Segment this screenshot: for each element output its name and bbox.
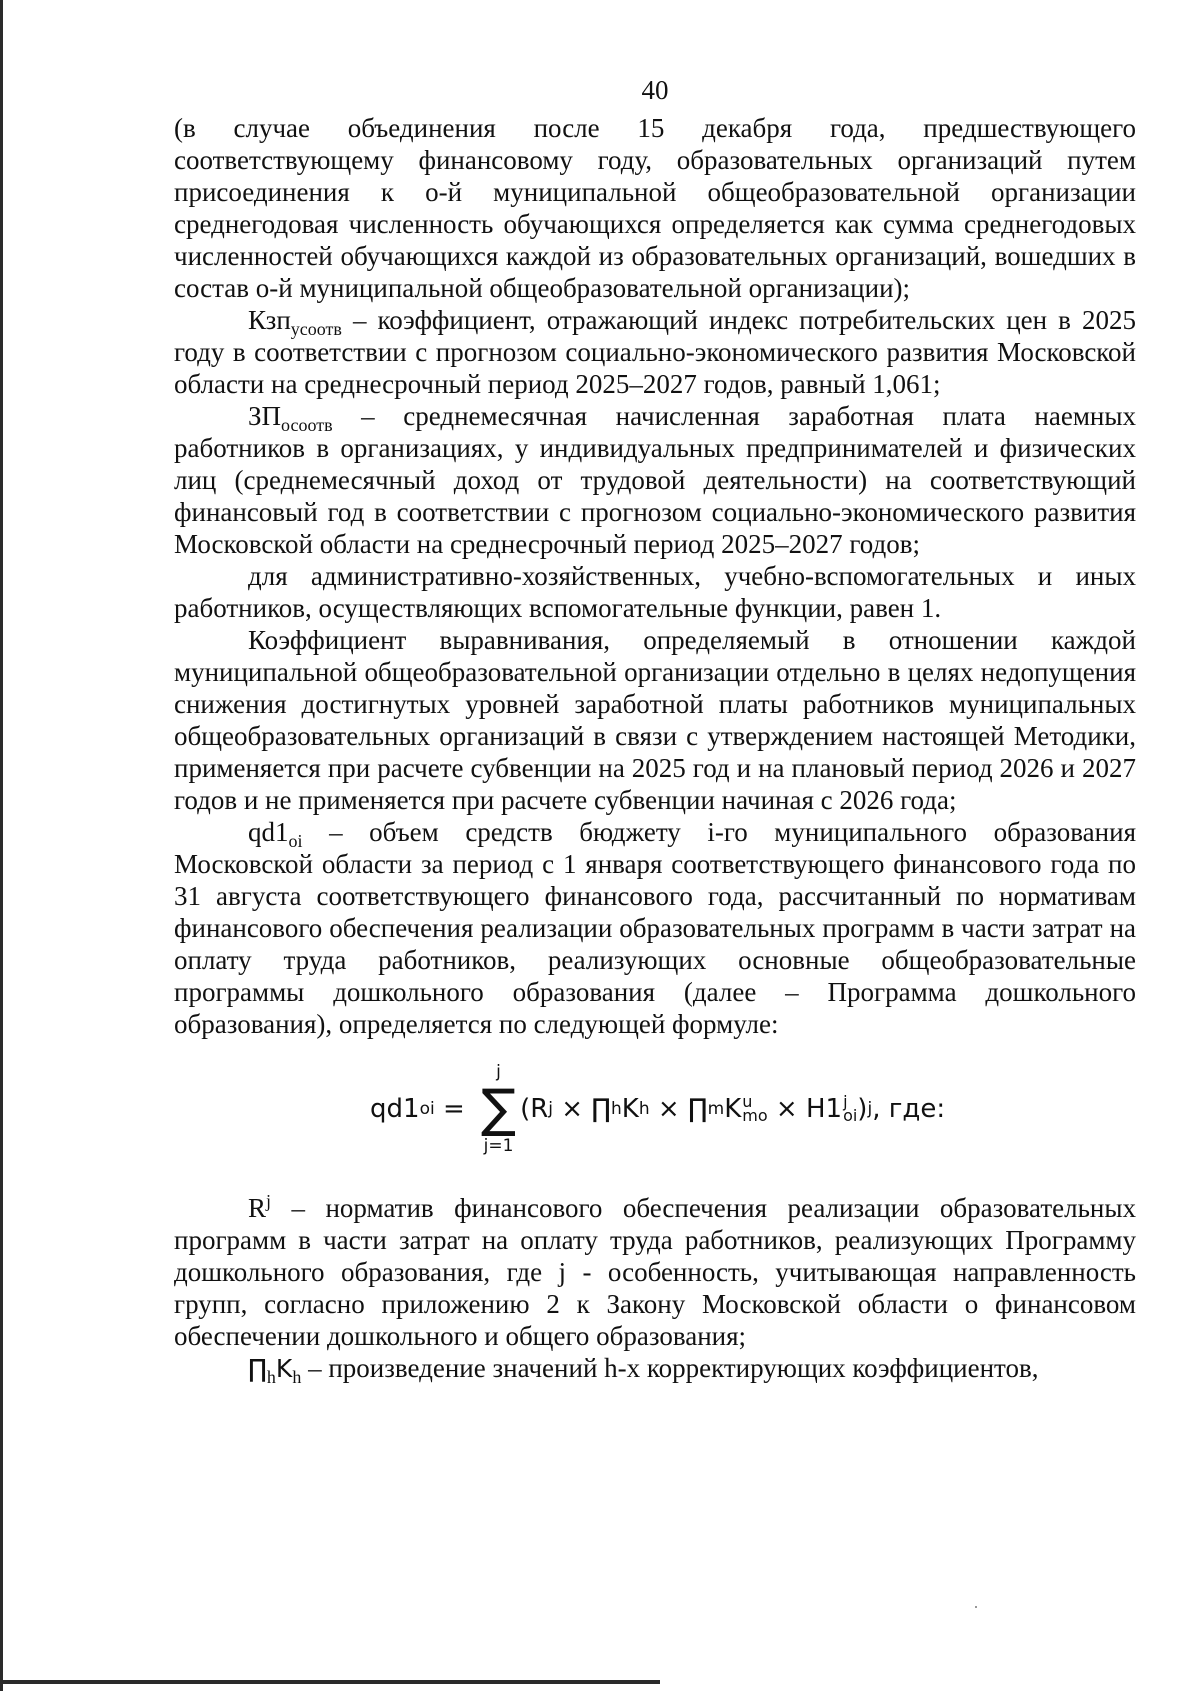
formula-tail: , где: bbox=[872, 1094, 946, 1124]
paragraph-qd1 bbox=[174, 816, 1136, 1040]
var-prod: ∏ bbox=[248, 1354, 267, 1383]
formula-times-prod-m: × ∏ bbox=[649, 1094, 708, 1124]
var-zp: ЗП bbox=[248, 401, 282, 431]
scan-left-edge bbox=[0, 0, 3, 1691]
var-qd1: qd1 bbox=[248, 817, 289, 847]
scan-speck bbox=[975, 1606, 977, 1608]
paragraph-prod-kh-text: – произведение значений h-х корректирующих коэффициентов, bbox=[301, 1353, 1039, 1383]
formula-qd1: qd1 oi = j ∑ j=1 (R j × ∏ h K h × ∏ m K u mo × H1 j oi ) j , где: bbox=[370, 1062, 946, 1156]
paragraph-admin-staff: для административно-хозяйственных, учебно-вспомогательных и иных работников, осуществляющих вспомогательные функции, равен 1. bbox=[174, 561, 1136, 623]
paragraph-zp bbox=[174, 400, 1136, 560]
formula-h1-sup: j bbox=[843, 1092, 848, 1111]
sum-upper-limit: j bbox=[496, 1062, 501, 1082]
var-kzp: Кзп bbox=[248, 305, 291, 335]
paragraph-rj bbox=[174, 1192, 1136, 1352]
formula-times-h1: × H1 bbox=[767, 1094, 843, 1124]
paragraph-prod-kh bbox=[174, 1352, 1136, 1385]
var-r-sup: j bbox=[266, 1191, 272, 1211]
paragraph-merger-note: (в случае объединения после 15 декабря года, предшествующего соответствующему финансовому году, образовательных организаций путем присоединения к о-й муниципальной общеобразовательной организации среднегодовая численность обучающихся определяется как сумма среднегодовых численностей обучающихся каждой из образовательных организаций, вошедших в состав о-й муниципальной общеобразовательной организации); bbox=[174, 113, 1136, 303]
paragraph-kzp bbox=[174, 304, 1136, 400]
paragraph-kzp-text: – коэффициент, отражающий индекс потребительских цен в 2025 году в соответствии с прогнозом социально-экономического развития Московской области на среднесрочный период 2025–2027 годов, равный 1,061; bbox=[174, 305, 1136, 399]
formula-h1-indices bbox=[843, 1092, 858, 1125]
paragraph-qd1-text: – объем средств бюджету i-го муниципального образования Московской области за период с 1 января соответствующего финансового года по 31 августа соответствующего финансового года, рассчитанный по нормативам финансового обеспечения реализации образовательных программ в части затрат на оплату труда работников, реализующих основные общеобразовательные программы дошкольного образования (далее – Программа дошкольного образования), определяется по следующей формуле: bbox=[174, 817, 1136, 1039]
var-qd1-sub: oi bbox=[288, 831, 303, 851]
var-r: R bbox=[248, 1193, 267, 1223]
page-number: 40 bbox=[641, 75, 669, 105]
formula-lhs: qd1 bbox=[370, 1094, 420, 1124]
var-zp-sub: осоотв bbox=[281, 415, 333, 435]
formula-kmo: K bbox=[724, 1094, 742, 1124]
var-kzp-sub: усоотв bbox=[290, 319, 342, 339]
formula-kmo-sup: u bbox=[742, 1092, 753, 1111]
formula-kmo-indices bbox=[742, 1092, 768, 1125]
formula-kmo-sub: mo bbox=[742, 1106, 768, 1125]
formula-times-prod-h: × ∏ bbox=[553, 1094, 612, 1124]
var-k-sub: h bbox=[292, 1367, 302, 1387]
paragraph-rj-text: – норматив финансового обеспечения реализации образовательных программ в части затрат на оплату труда работников, реализующих Программу дошкольного образования, где j - особенность, учитывающая направленность групп, согласно приложению 2 к Закону Московской области о финансовом обеспечении дошкольного и общего образования; bbox=[174, 1193, 1136, 1351]
paragraph-alignment-coefficient: Коэффициент выравнивания, определяемый в отношении каждой муниципальной общеобразовательной организации отдельно в целях недопущения снижения достигнутых уровней заработной платы работников муниципальных общеобразовательных организаций в связи с утверждением настоящей Методики, применяется при расчете субвенции на 2025 год и на плановый период 2026 и 2027 годов и не применяется при расчете субвенции начиная с 2026 года; bbox=[174, 625, 1136, 815]
sum-lower-limit: j=1 bbox=[483, 1136, 514, 1156]
formula-r: (R bbox=[520, 1094, 549, 1124]
formula-equals: = bbox=[434, 1094, 474, 1124]
formula-kh: K bbox=[621, 1094, 639, 1124]
sigma-symbol: ∑ bbox=[481, 1079, 517, 1139]
paragraph-zp-text: – среднемесячная начисленная заработная плата наемных работников в организациях, у индивидуальных предпринимателей и физических лиц (среднемесячный доход от трудовой деятельности) на соответствующий финансовый год в соответствии с прогнозом социально-экономического развития Московской области на среднесрочный период 2025–2027 годов; bbox=[174, 401, 1136, 559]
var-k: K bbox=[275, 1354, 293, 1383]
document-page bbox=[174, 70, 1136, 1385]
scan-bottom-edge bbox=[0, 1680, 660, 1684]
formula-h1-sub: oi bbox=[843, 1106, 858, 1125]
formula-block bbox=[174, 1054, 1136, 1180]
formula-close: ) bbox=[857, 1094, 868, 1124]
summation-sign bbox=[481, 1062, 516, 1156]
var-prod-sub: h bbox=[266, 1367, 276, 1387]
